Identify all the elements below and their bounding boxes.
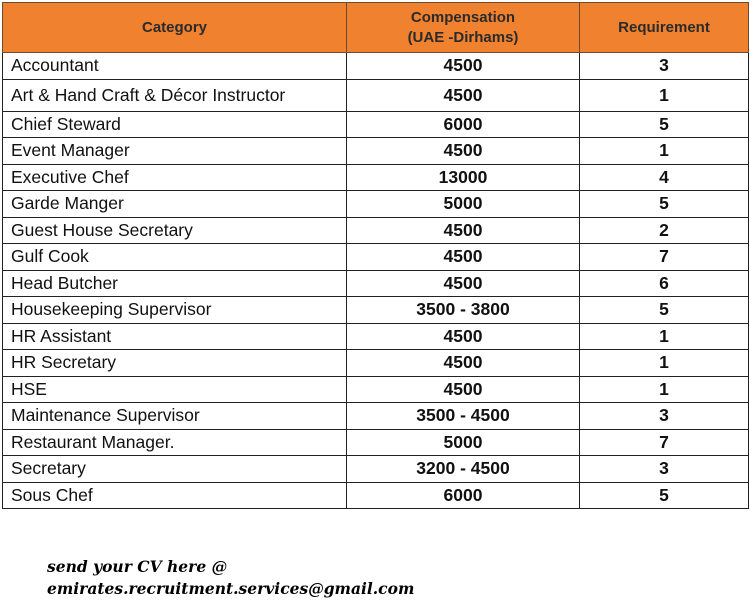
compensation-cell: 6000 xyxy=(347,111,580,138)
category-cell: HR Secretary xyxy=(3,350,347,377)
compensation-cell: 5000 xyxy=(347,191,580,218)
jobs-table xyxy=(2,2,749,509)
table-body xyxy=(3,53,749,509)
requirement-cell: 1 xyxy=(580,138,749,165)
compensation-cell: 5000 xyxy=(347,429,580,456)
category-cell: Head Butcher xyxy=(3,270,347,297)
requirement-cell: 2 xyxy=(580,217,749,244)
table-row xyxy=(3,456,749,483)
category-cell: HR Assistant xyxy=(3,323,347,350)
category-cell: Executive Chef xyxy=(3,164,347,191)
category-cell: Restaurant Manager. xyxy=(3,429,347,456)
category-cell: Garde Manger xyxy=(3,191,347,218)
table-row xyxy=(3,164,749,191)
category-cell: Guest House Secretary xyxy=(3,217,347,244)
compensation-cell: 3500 - 4500 xyxy=(347,403,580,430)
category-cell: Sous Chef xyxy=(3,482,347,509)
table-row xyxy=(3,79,749,111)
header-compensation-unit: (UAE -Dirhams) xyxy=(407,28,519,46)
table-row xyxy=(3,53,749,80)
requirement-cell: 7 xyxy=(580,244,749,271)
compensation-cell: 4500 xyxy=(347,323,580,350)
compensation-cell: 3500 - 3800 xyxy=(347,297,580,324)
header-compensation-title: Compensation xyxy=(410,8,516,26)
compensation-cell: 4500 xyxy=(347,217,580,244)
table-row xyxy=(3,429,749,456)
requirement-cell: 3 xyxy=(580,456,749,483)
requirement-cell: 6 xyxy=(580,270,749,297)
requirement-cell: 5 xyxy=(580,482,749,509)
table-row xyxy=(3,244,749,271)
table-row xyxy=(3,111,749,138)
requirement-cell: 1 xyxy=(580,350,749,377)
compensation-cell: 4500 xyxy=(347,244,580,271)
contact-line-1: send your CV here @ xyxy=(47,557,228,576)
category-cell: Secretary xyxy=(3,456,347,483)
category-cell: Gulf Cook xyxy=(3,244,347,271)
compensation-cell: 4500 xyxy=(347,79,580,111)
contact-note xyxy=(47,556,414,600)
requirement-cell: 5 xyxy=(580,191,749,218)
compensation-cell: 13000 xyxy=(347,164,580,191)
table-row xyxy=(3,191,749,218)
table-row xyxy=(3,217,749,244)
header-compensation xyxy=(347,3,580,53)
table-row xyxy=(3,138,749,165)
table-row xyxy=(3,297,749,324)
compensation-cell: 4500 xyxy=(347,53,580,80)
requirement-cell: 5 xyxy=(580,111,749,138)
category-cell: Accountant xyxy=(3,53,347,80)
compensation-cell: 3200 - 4500 xyxy=(347,456,580,483)
requirement-cell: 1 xyxy=(580,323,749,350)
table-row xyxy=(3,323,749,350)
compensation-cell: 4500 xyxy=(347,350,580,377)
table-row xyxy=(3,482,749,509)
requirement-cell: 7 xyxy=(580,429,749,456)
requirement-cell: 4 xyxy=(580,164,749,191)
table-row xyxy=(3,403,749,430)
category-cell: Event Manager xyxy=(3,138,347,165)
category-cell: Chief Steward xyxy=(3,111,347,138)
requirement-cell: 1 xyxy=(580,79,749,111)
contact-email: emirates.recruitment.services@gmail.com xyxy=(47,579,415,598)
header-row xyxy=(3,3,749,53)
compensation-cell: 4500 xyxy=(347,138,580,165)
header-category: Category xyxy=(3,3,347,53)
compensation-cell: 4500 xyxy=(347,270,580,297)
requirement-cell: 1 xyxy=(580,376,749,403)
category-cell: Art & Hand Craft & Décor Instructor xyxy=(3,79,347,111)
table-row xyxy=(3,270,749,297)
compensation-cell: 6000 xyxy=(347,482,580,509)
category-cell: Housekeeping Supervisor xyxy=(3,297,347,324)
table-row xyxy=(3,350,749,377)
category-cell: HSE xyxy=(3,376,347,403)
header-requirement: Requirement xyxy=(580,3,749,53)
requirement-cell: 3 xyxy=(580,53,749,80)
requirement-cell: 3 xyxy=(580,403,749,430)
requirement-cell: 5 xyxy=(580,297,749,324)
compensation-cell: 4500 xyxy=(347,376,580,403)
category-cell: Maintenance Supervisor xyxy=(3,403,347,430)
table-header xyxy=(3,3,749,53)
table-row xyxy=(3,376,749,403)
